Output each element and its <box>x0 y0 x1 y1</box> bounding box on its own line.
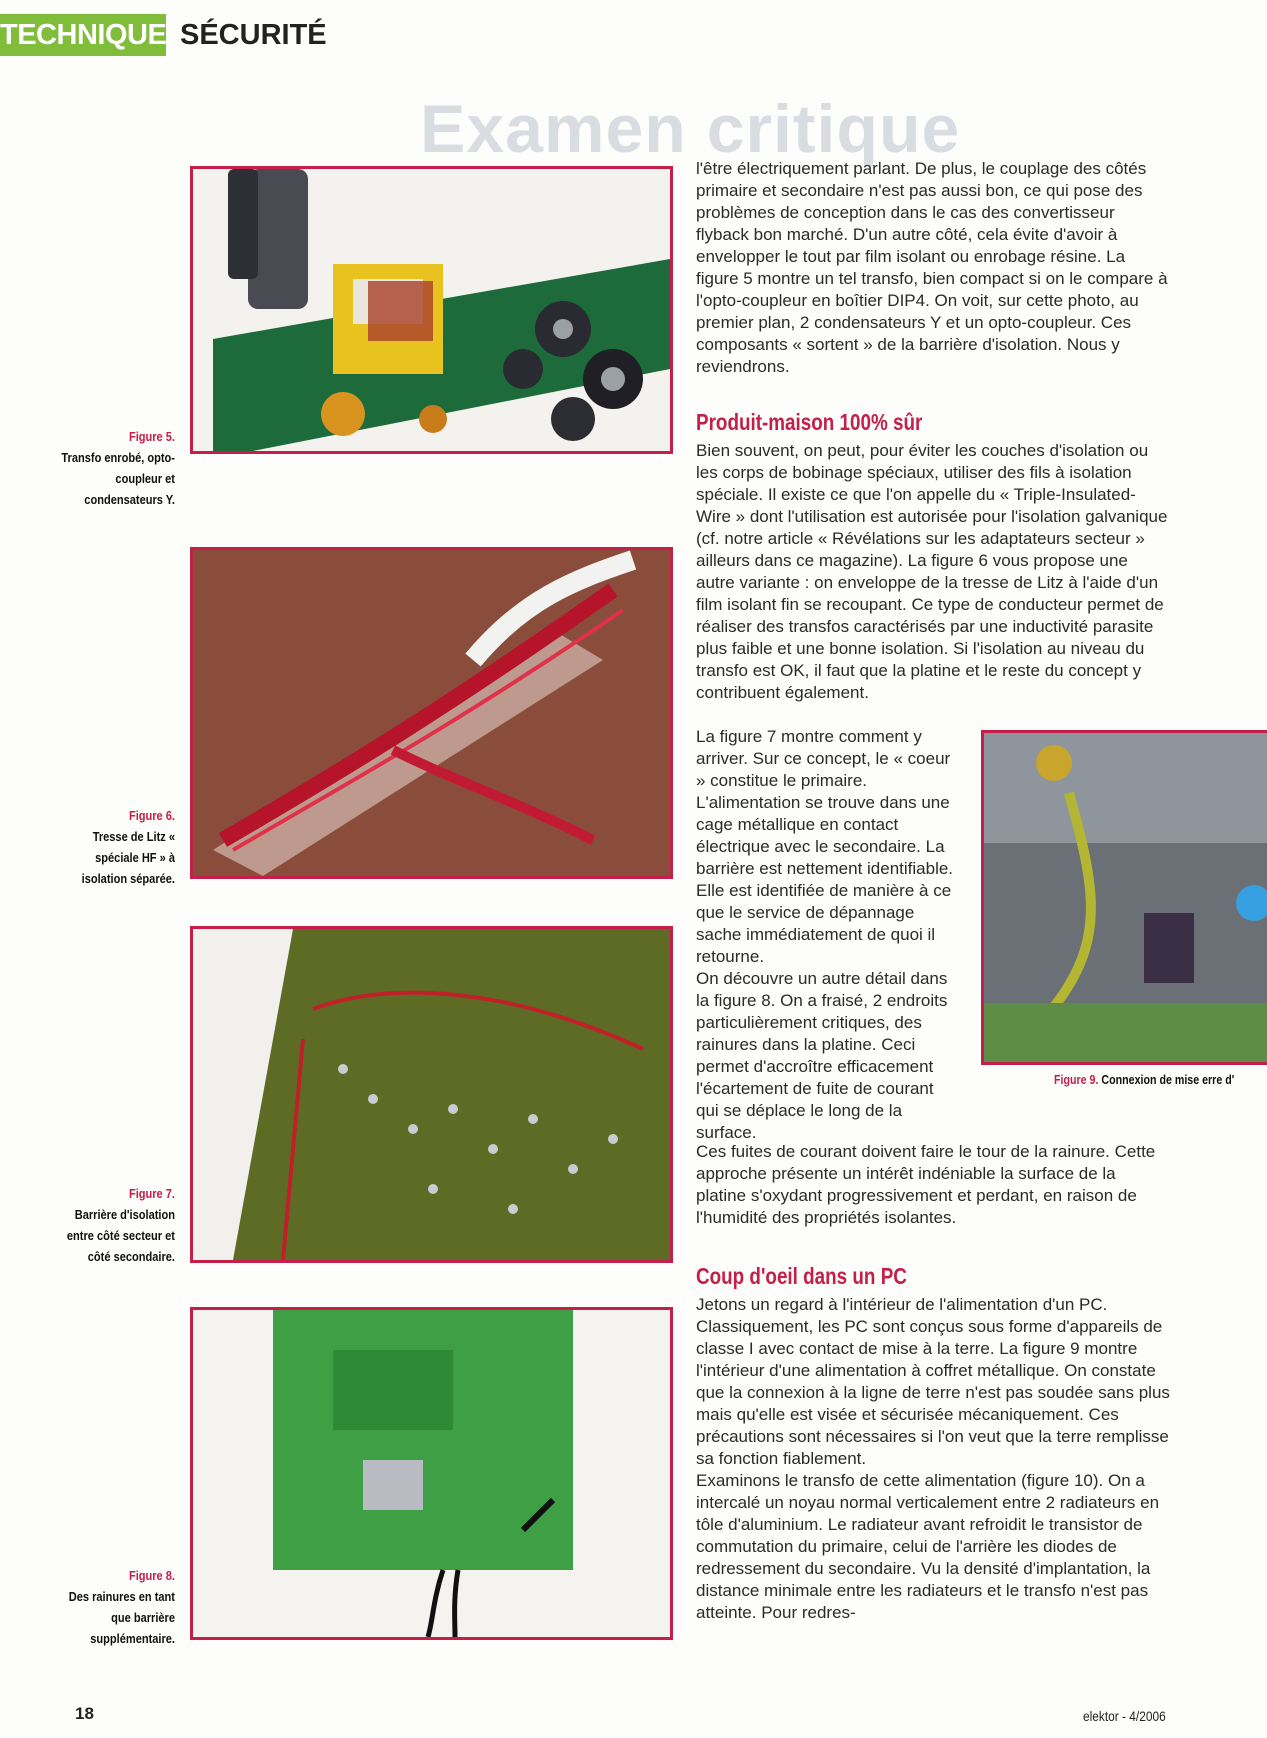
figure-9-caption <box>1054 1072 1234 1087</box>
figure-7-label: Figure 7. <box>128 1186 175 1201</box>
transformer-photo <box>193 169 670 451</box>
figure-5-label: Figure 5. <box>128 429 175 444</box>
body-intro <box>696 158 1170 378</box>
litz-wire-photo <box>193 550 670 876</box>
paragraph-litz: Bien souvent, on peut, pour éviter les couches d'isolation ou les corps de bobinage spéciaux, utiliser des fils à isolation spéciale. Il existe ce que l'on appelle du « Triple-Insulated-Wire » dont l'utilisation est autorisée pour l'isolation galvanique (cf. notre article « Révélations sur les adaptateurs secteur » ailleurs dans ce magazine). La figure 6 vous propose une autre variante : on enveloppe de la tresse de Litz à l'aide d'un film isolant fin se recoupant. Ce type de conducteur permet de réaliser des transfos caractérisés par une inductivité parasite plus faible et une bonne isolation. Si l'isolation au niveau du transfo est OK, il faut que la platine et le reste du concept y contribuent également. <box>696 441 1168 702</box>
paragraph-pc: Jetons un regard à l'intérieur de l'alimentation d'un PC. Classiquement, les PC sont conçus sous forme d'appareils de classe I avec contact de mise à la terre. La figure 9 montre l'intérieur d'une alimentation à coffret métallique. On constate que la connexion à la ligne de terre n'est pas soudée sans plus mais qu'elle est visée et sécurisée mécaniquement. Ces précautions sont nécessaires si l'on veut que la terre remplisse sa fonction fiablement. <box>696 1295 1170 1468</box>
figure-7-caption <box>52 1183 175 1267</box>
figure-5-text: Transfo enrobé, opto-coupleur et condensateurs Y. <box>61 450 176 507</box>
pcb-barrier-photo <box>193 929 670 1260</box>
figure-6-caption <box>52 805 175 889</box>
figure-6-label: Figure 6. <box>128 808 175 823</box>
figure-7-text: Barrière d'isolation entre côté secteur et côté secondaire. <box>66 1207 175 1264</box>
paragraph-fuites-block <box>696 1141 1170 1229</box>
magazine-footer: elektor - 4/2006 <box>1083 1708 1166 1724</box>
figure-8-label: Figure 8. <box>128 1568 175 1583</box>
section-tag: TECHNIQUE <box>0 14 166 56</box>
figure-8-caption <box>52 1565 175 1649</box>
topic-title: SÉCURITÉ <box>180 19 327 51</box>
figure-8-photo <box>190 1307 673 1640</box>
figure-5-photo <box>190 166 673 454</box>
page-number: 18 <box>75 1704 94 1723</box>
intro-paragraph: l'être électriquement parlant. De plus, le couplage des côtés primaire et secondaire n'est pas aussi bon, ce qui pose des problèmes de conception dans le cas des convertisseur flyback bon marché. D'un autre côté, cela évite d'avoir à envelopper le tout par film isolant ou enrobage résine. La figure 5 montre un tel transfo, bien compact si on le compare à l'opto-coupleur en boîtier DIP4. On voit, sur cette photo, au premier plan, 2 condensateurs Y et un opto-coupleur. Ces composants « sortent » de la barrière d'isolation. Nous y reviendrons. <box>696 159 1168 376</box>
figure-9-label: Figure 9. <box>1054 1072 1099 1087</box>
figure-9-text: Connexion de mise erre d' <box>1101 1072 1235 1087</box>
section-pc <box>696 1262 1170 1624</box>
section-produit-maison <box>696 408 1170 704</box>
figure-7-photo <box>190 926 673 1263</box>
ghost-article-title: Examen critique <box>420 91 961 167</box>
figure-6-text: Tresse de Litz « spéciale HF » à isolation séparée. <box>81 829 175 886</box>
paragraph-transfo: Examinons le transfo de cette alimentation (figure 10). On a intercalé un noyau normal verticalement entre 2 radiateurs en tôle d'aluminium. Le radiateur avant refroidit le transistor de commutation du primaire, celui de l'arrière les diodes de redressement du secondaire. Vu la densité d'implantation, la distance minimale entre les radiateurs et le transfo n'est pas atteinte. Pour redres- <box>696 1471 1160 1622</box>
pc-psu-ground-photo <box>984 733 1267 1062</box>
heading-coup-oeil: Coup d'oeil dans un PC <box>696 1263 907 1289</box>
heading-produit-maison: Produit-maison 100% sûr <box>696 409 923 435</box>
paragraph-fuites: Ces fuites de courant doivent faire le tour de la rainure. Cette approche présente un intérêt indéniable la surface de la platine s'oxydant progressivement et perdant, en raison de l'humidité des propriétés isolantes. <box>696 1142 1156 1227</box>
wrap-text <box>696 726 956 1144</box>
figure-8-text: Des rainures en tant que barrière supplémentaire. <box>68 1589 175 1646</box>
paragraph-figure7: La figure 7 montre comment y arriver. Sur ce concept, le « coeur » constitue le primaire. L'alimentation se trouve dans une cage métallique en contact électrique avec le secondaire. La barrière est nettement identifiable. Elle est identifiée de manière à ce que le service de dépannage sache immédiatement de quoi il retourne. <box>696 727 954 966</box>
figure-5-caption <box>52 426 175 510</box>
figure-6-photo <box>190 547 673 879</box>
pcb-grooves-photo <box>193 1310 670 1637</box>
figure-9-photo <box>981 730 1267 1065</box>
paragraph-figure8: On découvre un autre détail dans la figure 8. On a fraisé, 2 endroits particulièrement critiques, des rainures dans la platine. Ceci permet d'accroître efficacement l'écartement de fuite de courant qui se déplace le long de la surface. <box>696 969 948 1142</box>
